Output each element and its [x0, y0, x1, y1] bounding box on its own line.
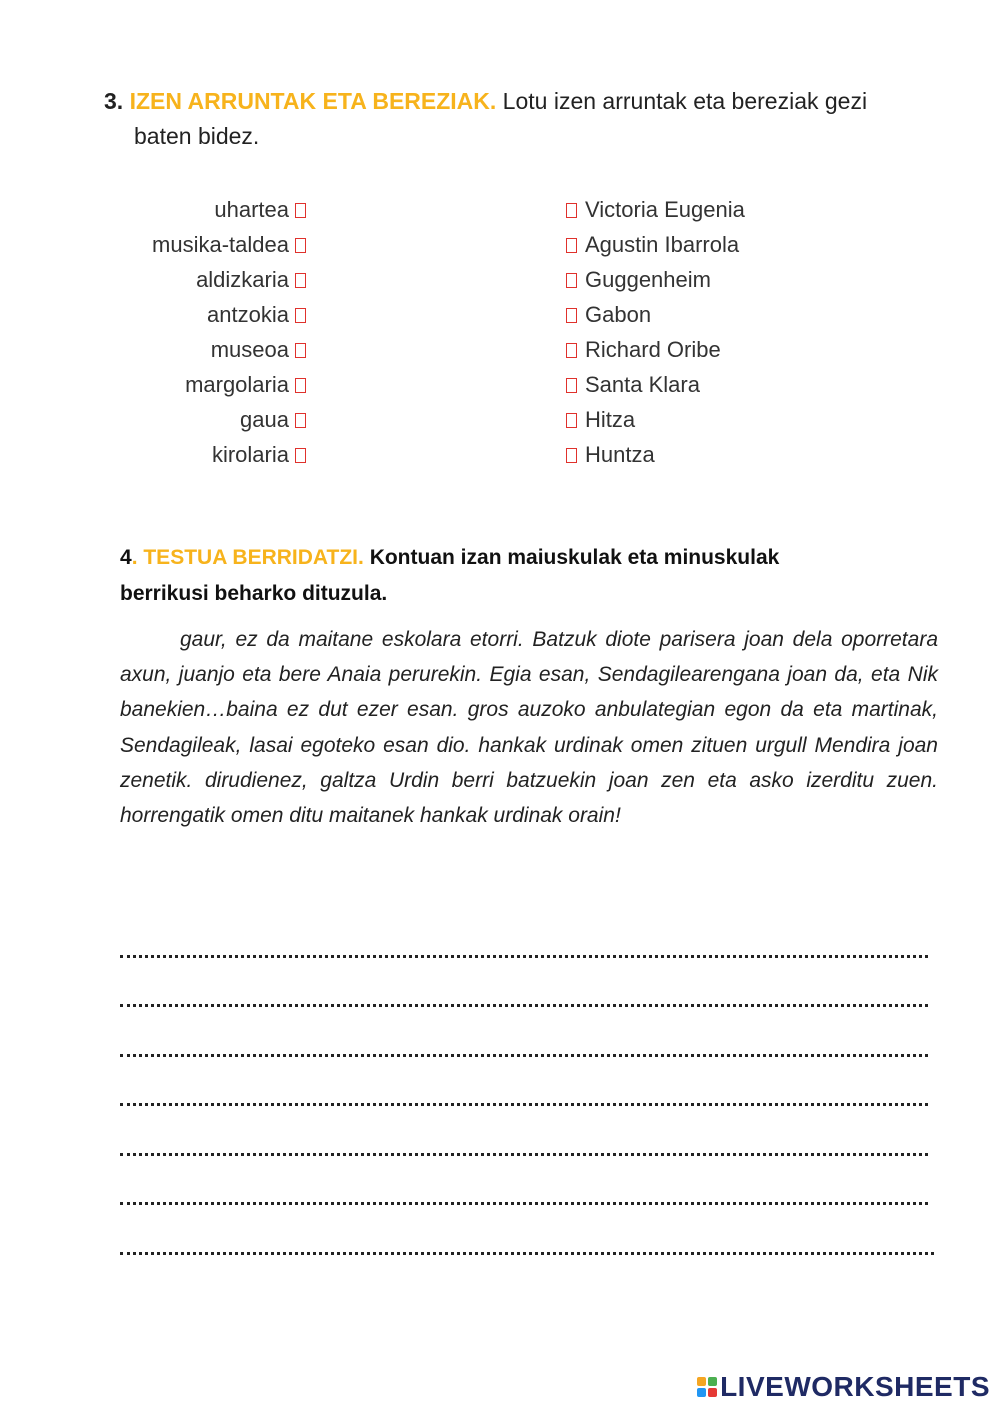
- proper-noun-label: Agustin Ibarrola: [585, 232, 740, 257]
- common-noun-item: [100, 437, 306, 472]
- proper-noun-item: [566, 402, 866, 437]
- logo-icon-square: [697, 1377, 706, 1386]
- proper-noun-item: [566, 437, 866, 472]
- common-noun-label: margolaria: [185, 372, 289, 397]
- exercise-4-number: 4: [120, 546, 132, 569]
- liveworksheets-logo: [697, 1369, 990, 1405]
- match-box[interactable]: [566, 343, 577, 358]
- match-box[interactable]: [566, 448, 577, 463]
- writing-line[interactable]: [120, 1233, 928, 1283]
- proper-noun-item: [566, 192, 866, 227]
- match-box[interactable]: [566, 308, 577, 323]
- match-box[interactable]: [566, 413, 577, 428]
- match-box[interactable]: [295, 203, 306, 218]
- proper-noun-item: [566, 227, 866, 262]
- liveworksheets-logo-icon: [697, 1377, 717, 1397]
- proper-nouns-column: [566, 192, 866, 472]
- writing-line[interactable]: [120, 1184, 928, 1234]
- match-box[interactable]: [295, 413, 306, 428]
- common-noun-item: [100, 227, 306, 262]
- common-noun-label: antzokia: [207, 302, 289, 327]
- common-nouns-column: [100, 192, 306, 472]
- common-noun-item: [100, 332, 306, 367]
- common-noun-label: museoa: [210, 337, 289, 362]
- exercise-3-header: [104, 84, 924, 154]
- common-noun-item: [100, 402, 306, 437]
- match-box[interactable]: [295, 448, 306, 463]
- writing-area[interactable]: [120, 936, 928, 1283]
- writing-line[interactable]: [120, 936, 928, 986]
- exercise-3-instruction: Lotu izen arruntak eta bereziak gezi: [496, 88, 868, 114]
- writing-line[interactable]: [120, 1035, 928, 1085]
- proper-noun-label: Huntza: [585, 442, 655, 467]
- match-box[interactable]: [295, 273, 306, 288]
- proper-noun-label: Santa Klara: [585, 372, 700, 397]
- exercise-3-title: IZEN ARRUNTAK ETA BEREZIAK.: [129, 88, 497, 114]
- logo-icon-square: [708, 1388, 717, 1397]
- logo-icon-square: [708, 1377, 717, 1386]
- common-noun-item: [100, 262, 306, 297]
- match-box[interactable]: [566, 273, 577, 288]
- common-noun-label: aldizkaria: [196, 267, 289, 292]
- common-noun-label: gaua: [240, 407, 289, 432]
- proper-noun-item: [566, 367, 866, 402]
- match-box[interactable]: [295, 343, 306, 358]
- match-box[interactable]: [295, 378, 306, 393]
- exercise-3-instruction-cont: baten bidez.: [134, 123, 260, 149]
- exercise-4-header: [120, 540, 940, 612]
- match-box[interactable]: [295, 308, 306, 323]
- exercise-4-instruction: Kontuan izan maiuskulak eta minuskulak: [363, 546, 780, 569]
- common-noun-item: [100, 192, 306, 227]
- proper-noun-label: Guggenheim: [585, 267, 711, 292]
- exercise-4-title: . TESTUA BERRIDATZI.: [131, 546, 364, 569]
- match-box[interactable]: [566, 378, 577, 393]
- match-box[interactable]: [566, 203, 577, 218]
- proper-noun-item: [566, 297, 866, 332]
- exercise-4-instruction-cont: berrikusi beharko dituzula.: [120, 582, 388, 605]
- proper-noun-label: Gabon: [585, 302, 652, 327]
- text-to-rewrite: gaur, ez da maitane eskolara etorri. Batzuk diote parisera joan dela oporretara axun, juanjo eta bere Anaia perurekin. Egia esan, Sendagilearengana joan da, eta Nik banekien…baina ez dut ezer esan. gros auzoko anbulategian egon da eta martinak, Sendagileak, lasai egoteko esan dio. hankak urdinak omen zituen urgull Mendira joan zenetik. dirudienez, galtza Urdin berri batzuekin joan zen eta asko izerditu zuen. horrengatik omen ditu maitanek hankak urdinak orain!: [120, 628, 938, 828]
- writing-line[interactable]: [120, 1134, 928, 1184]
- proper-noun-label: Victoria Eugenia: [585, 197, 745, 222]
- match-box[interactable]: [295, 238, 306, 253]
- common-noun-item: [100, 367, 306, 402]
- writing-line[interactable]: [120, 986, 928, 1036]
- common-noun-label: musika-taldea: [152, 232, 289, 257]
- logo-text: LIVEWORKSHEETS: [720, 1371, 990, 1402]
- proper-noun-label: Richard Oribe: [585, 337, 721, 362]
- logo-icon-square: [697, 1388, 706, 1397]
- common-noun-item: [100, 297, 306, 332]
- common-noun-label: uhartea: [214, 197, 289, 222]
- proper-noun-item: [566, 262, 866, 297]
- proper-noun-item: [566, 332, 866, 367]
- common-noun-label: kirolaria: [211, 442, 289, 467]
- writing-line[interactable]: [120, 1085, 928, 1135]
- exercise-3-number: 3.: [104, 88, 124, 114]
- match-box[interactable]: [566, 238, 577, 253]
- proper-noun-label: Hitza: [585, 407, 636, 432]
